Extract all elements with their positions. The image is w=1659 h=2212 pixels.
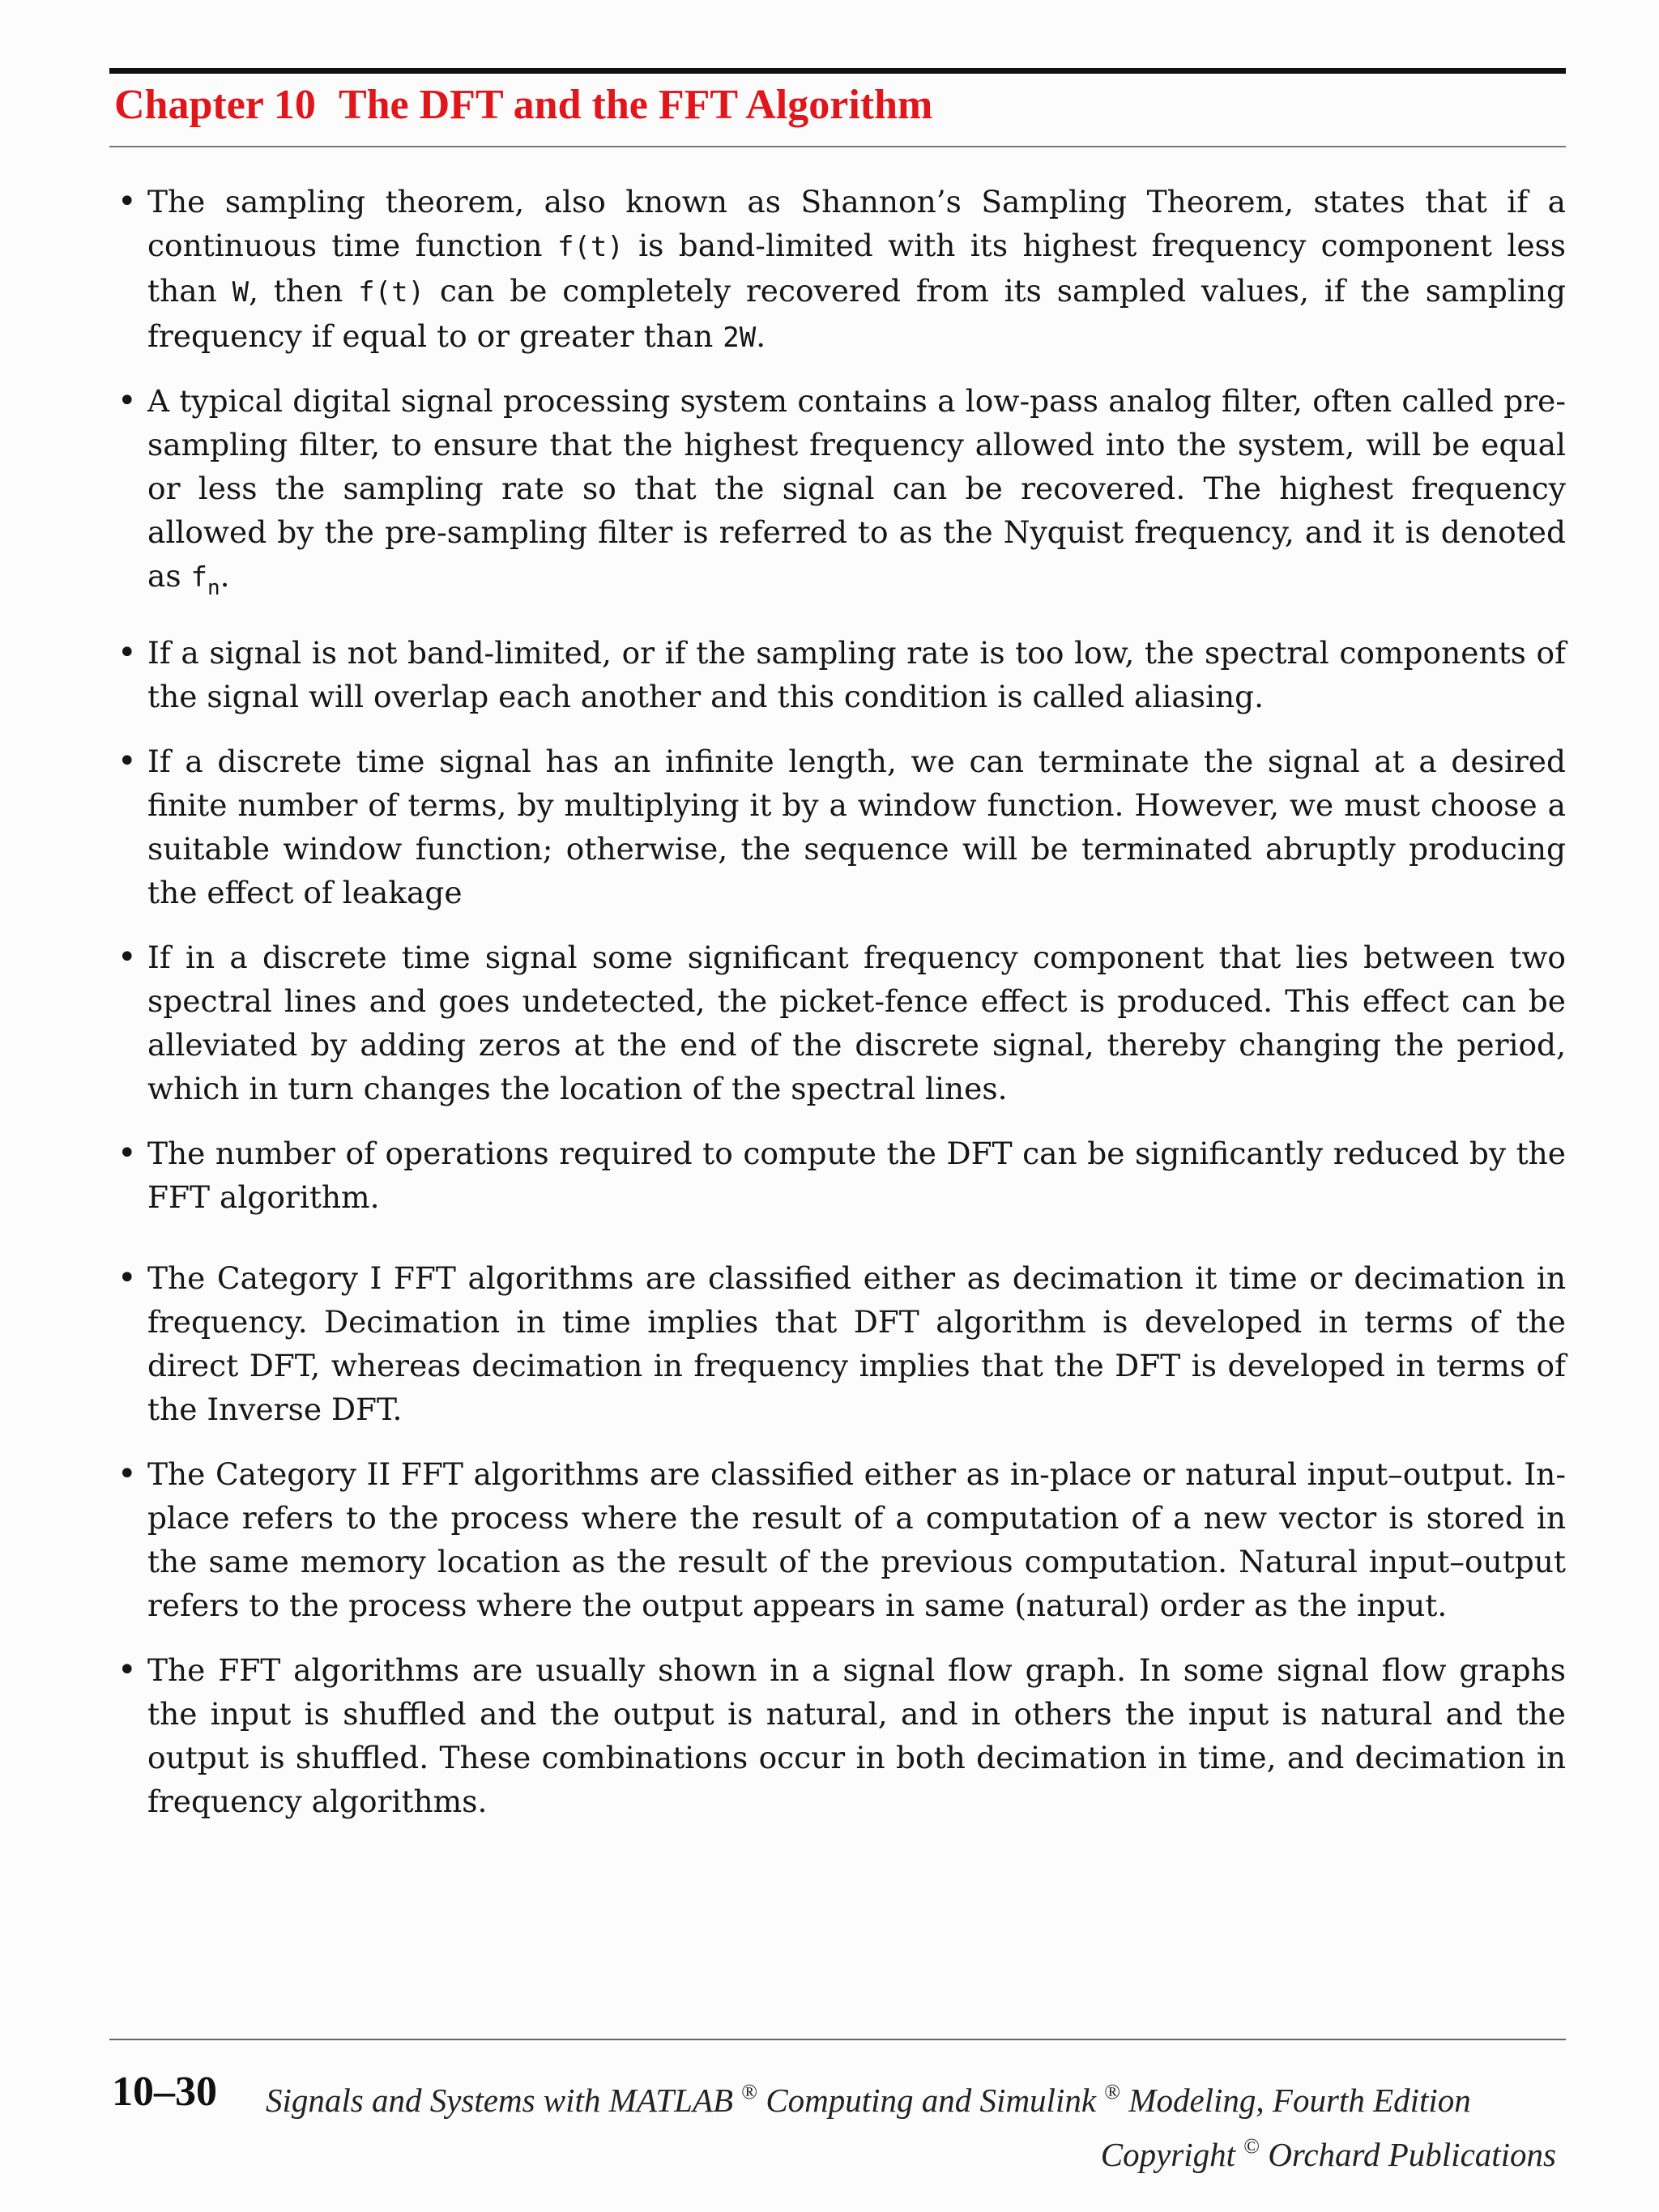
bullet-sampling-theorem: • The sampling theorem, also known as Shannon’s Sampling Theorem, states that if a continuous time function f(t) is band-limited with its highest frequency component less than W, then f(t) can be completely recovered from its sampled values, if the sampling frequency if equal to or greater than 2W. xyxy=(109,180,1566,360)
summary-bullet-list xyxy=(109,180,1566,1823)
copyright-line: Copyright © Orchard Publications xyxy=(1100,2134,1556,2173)
math-ft: f(t) xyxy=(358,276,425,309)
bullet-dot-icon: • xyxy=(117,743,137,780)
bullet-dot-icon: • xyxy=(117,183,137,220)
bullet-leakage: • If a discrete time signal has an infinite length, we can terminate the signal at a desired finite number of terms, by multiplying it by a window function. However, we must choose a suitable window function; otherwise, the sequence will be terminated abruptly producing the effect of leakage xyxy=(109,739,1566,914)
top-rule xyxy=(109,68,1566,74)
bullet-dot-icon: • xyxy=(117,382,137,420)
bullet-nyquist-frequency: • A typical digital signal processing system contains a low-pass analog filter, often called pre-sampling filter, to ensure that the highest frequency allowed into the system, will be equal or less the sampling rate so that the signal can be recovered. The highest frequency allowed by the pre-sampling filter is referred to as the Nyquist frequency, and it is denoted as $f_n$. xyxy=(109,379,1566,610)
bullet-category-2: • The Category II FFT algorithms are classified either as in-place or natural input–output. In-place refers to the process where the result of a computation of a new vector is stored in the same memory location as the result of the previous computation. Natural input–output refers to the process where the output appears in same (natural) order as the input. xyxy=(109,1452,1566,1627)
bullet-dot-icon: • xyxy=(117,1652,137,1689)
math-2w: 2W xyxy=(723,322,757,354)
chapter-heading xyxy=(114,81,932,129)
book-title: Signals and Systems with MATLAB ® Computing and Simulink ® Modeling, Fourth Edition xyxy=(266,2080,1471,2119)
bullet-dot-icon: • xyxy=(117,1259,137,1297)
page-number: 10–30 xyxy=(112,2069,217,2115)
registered-mark-icon: ® xyxy=(1104,2080,1121,2103)
bullet-dot-icon: • xyxy=(117,1135,137,1172)
bullet-picket-fence: • If in a discrete time signal some significant frequency component that lies between two spectral lines and goes undetected, the picket-fence effect is produced. This effect can be alleviated by adding zeros at the end of the discrete signal, thereby changing the period, which in turn changes the location of the spectral lines. xyxy=(109,936,1566,1110)
bullet-signal-flow-graph: • The FFT algorithms are usually shown in a signal flow graph. In some signal flow graphs the input is shuffled and the output is natural, and in others the input is natural and the output is shuffled. These combinations occur in both decimation in time, and decimation in frequency algorithms. xyxy=(109,1648,1566,1823)
math-fn: $f_n$ xyxy=(190,561,220,600)
math-ft: f(t) xyxy=(557,231,624,263)
bullet-dot-icon: • xyxy=(117,939,137,976)
bullet-dot-icon: • xyxy=(117,634,137,671)
bullet-aliasing: • If a signal is not band-limited, or if the sampling rate is too low, the spectral components of the signal will overlap each another and this condition is called aliasing. xyxy=(109,631,1566,718)
bullet-operations: • The number of operations required to compute the DFT can be significantly reduced by the FFT algorithm. xyxy=(109,1132,1566,1219)
title-rule xyxy=(109,146,1566,147)
chapter-label: Chapter 10 xyxy=(114,82,316,128)
copyright-mark-icon: © xyxy=(1243,2134,1260,2158)
registered-mark-icon: ® xyxy=(741,2080,758,2103)
chapter-title: The DFT and the FFT Algorithm xyxy=(338,82,933,128)
bullet-dot-icon: • xyxy=(117,1455,137,1493)
bullet-category-1: • The Category I FFT algorithms are classified either as decimation it time or decimation in frequency. Decimation in time implies that DFT algorithm is developed in terms of the direct DFT, whereas decimation in frequency implies that the DFT is developed in terms of the Inverse DFT. xyxy=(109,1256,1566,1431)
math-w: W xyxy=(232,276,249,309)
footer-rule xyxy=(109,2039,1566,2040)
